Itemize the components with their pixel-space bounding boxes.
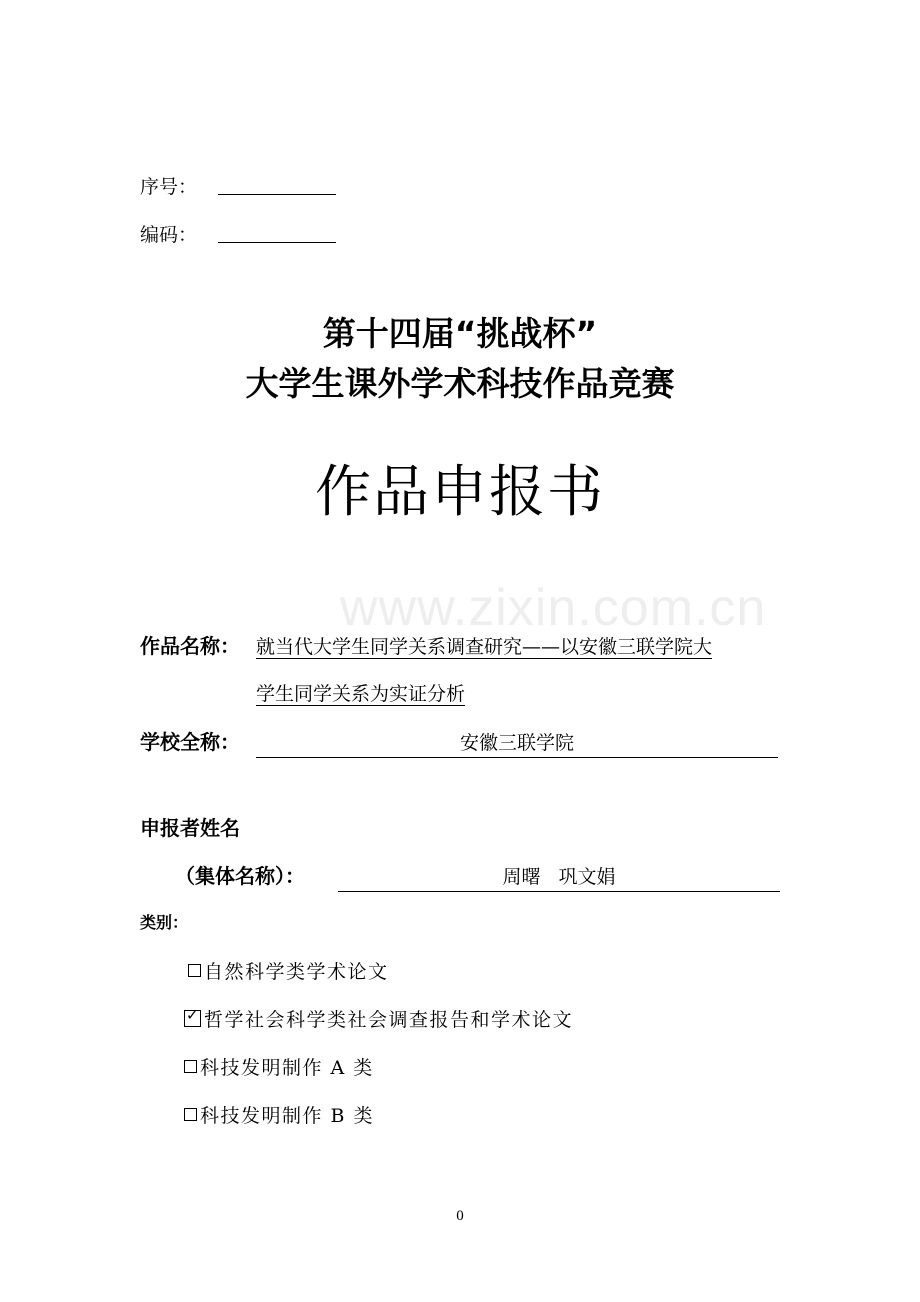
work-name-value-line2: 学生同学关系为实证分析: [256, 683, 466, 705]
work-name-label: 作品名称：: [140, 634, 240, 658]
category-option-label: 科技发明制作 A 类: [200, 1057, 374, 1079]
category-option-label: 自然科学类学术论文: [204, 961, 389, 983]
code-blank-line[interactable]: [218, 242, 336, 243]
checkbox-icon[interactable]: [188, 964, 201, 977]
category-option-label: 哲学社会科学类社会调查报告和学术论文: [204, 1009, 574, 1031]
category-label: 类别：: [140, 913, 189, 932]
category-option-label: 科技发明制作 B 类: [200, 1105, 375, 1127]
category-option-social-science[interactable]: [184, 1005, 573, 1032]
group-name-label: （集体名称）：: [175, 864, 305, 888]
group-name-value: 周曙 巩文娟: [338, 862, 780, 892]
checked-checkbox-icon[interactable]: [184, 1010, 201, 1027]
applicant-name-label: 申报者姓名: [140, 816, 240, 840]
competition-title-line2: 大学生课外学术科技作品竞赛: [245, 364, 675, 403]
competition-title-line1: 第十四届“挑战杯”: [322, 314, 598, 353]
checkbox-icon[interactable]: [184, 1108, 197, 1121]
document-main-title: 作品申报书: [315, 460, 605, 525]
school-value: 安徽三联学院: [256, 728, 778, 758]
watermark-text: www.zixin.com.cn: [340, 579, 767, 637]
serial-label: 序号：: [140, 176, 198, 198]
work-name-value-line1: 就当代大学生同学关系调查研究——以安徽三联学院大: [256, 636, 713, 658]
checkbox-icon[interactable]: [184, 1060, 197, 1073]
school-label: 学校全称：: [140, 730, 240, 754]
category-option-invention-a[interactable]: [184, 1053, 374, 1080]
category-option-natural-science[interactable]: [188, 957, 389, 984]
code-label: 编码：: [140, 224, 198, 246]
category-option-invention-b[interactable]: [184, 1101, 374, 1128]
serial-blank-line[interactable]: [218, 194, 336, 195]
page-number: 0: [456, 1208, 464, 1224]
